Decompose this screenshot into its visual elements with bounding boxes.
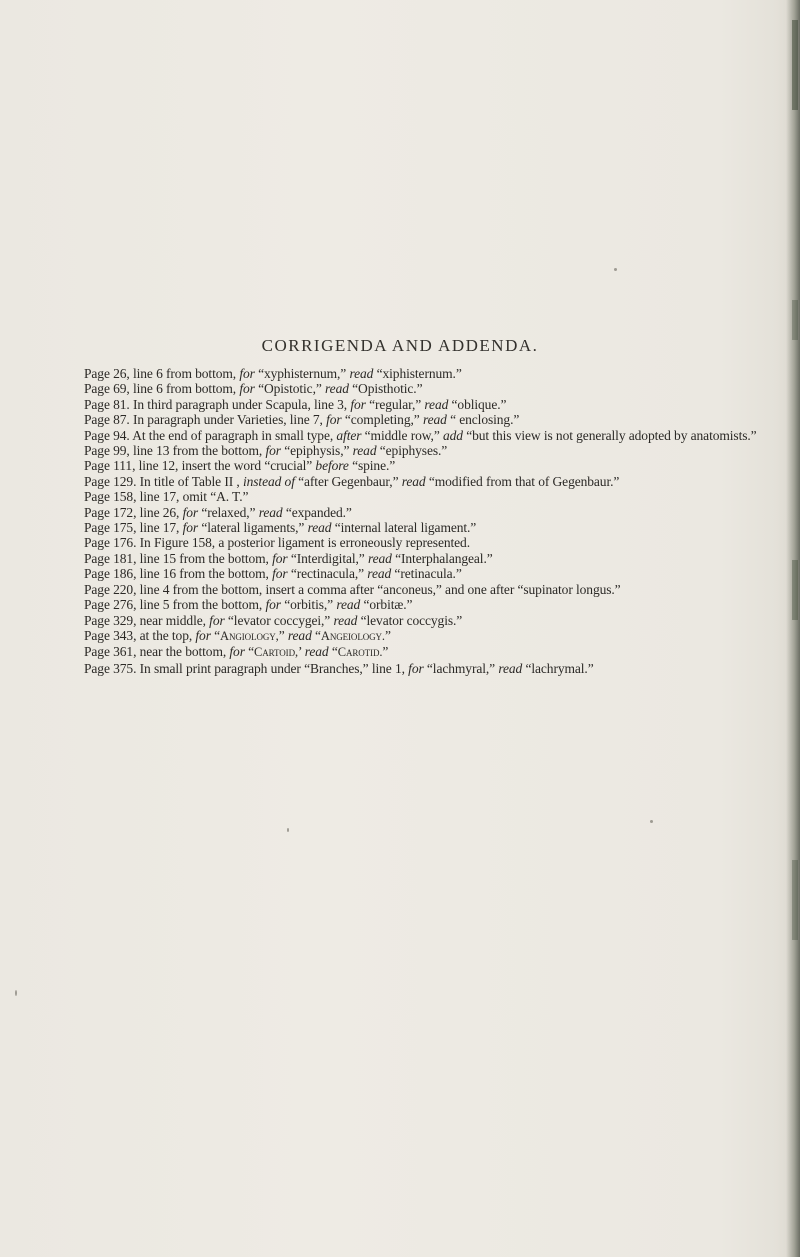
entry-text: “Opistotic,” (254, 381, 326, 397)
corrigendum-entry (66, 443, 766, 458)
entry-text: Page 158, line 17, omit “A. T.” (84, 489, 249, 505)
entry-text: Page 375. In small print paragraph under “Branches,” line 1, (84, 660, 409, 676)
entry-text: Page 69, line 6 from bottom, (84, 381, 240, 397)
instruction-word: read (307, 520, 332, 536)
entry-text: “ (328, 644, 338, 660)
corrigenda-list (66, 366, 766, 676)
corrigendum-entry (66, 661, 766, 676)
entry-text: ” (382, 644, 389, 660)
entry-text: “xyphisternum,” (254, 366, 350, 381)
entry-text: “lachmyral,” (423, 660, 499, 676)
instruction-word: read (352, 443, 377, 459)
edge-stain (792, 300, 798, 340)
entry-text: “levator coccygei,” (224, 612, 334, 628)
instruction-word: for (272, 550, 288, 566)
entry-text: “relaxed,” (198, 504, 259, 520)
entry-text: Page 361, near the bottom, (84, 644, 230, 660)
entry-text: “rectinacula,” (287, 566, 368, 582)
entry-text: Page 172, line 26, (84, 504, 183, 520)
corrigendum-entry (66, 613, 766, 628)
edge-stain (792, 860, 798, 940)
entry-text: “but this view is not generally adopted by anatomists.” (462, 427, 757, 443)
entry-text: Page 87. In paragraph under Varieties, line 7, (84, 412, 327, 428)
entry-text: “Interdigital,” (287, 550, 368, 566)
entry-text: “ (244, 644, 255, 660)
corrigendum-entry (66, 505, 766, 520)
entry-text: “Opisthotic.” (348, 381, 423, 397)
instruction-word: before (315, 458, 349, 474)
instruction-word: read (422, 412, 447, 428)
instruction-word: for (326, 412, 342, 428)
entry-text: Page 129. In title of Table II , (84, 473, 243, 489)
corrigendum-entry (66, 582, 766, 597)
entry-text: “middle row,” (361, 427, 443, 443)
instruction-word: for (265, 597, 281, 613)
entry-text: Page 111, line 12, insert the word “crucial” (84, 458, 316, 474)
entry-text: Page 81. In third paragraph under Scapula, line 3, (84, 396, 351, 412)
instruction-word: for (272, 566, 288, 582)
entry-text: “internal lateral ligament.” (331, 520, 477, 536)
entry-text: ’ (298, 644, 305, 660)
instruction-word: for (229, 644, 245, 660)
instruction-word: read (498, 660, 523, 676)
instruction-word: read (349, 366, 374, 381)
instruction-word: for (209, 612, 225, 628)
entry-text: Page 186, line 16 from the bottom, (84, 566, 273, 582)
entry-text: Page 276, line 5 from the bottom, (84, 597, 266, 613)
instruction-word: add (443, 427, 463, 443)
entry-text: “lachrymal.” (522, 660, 594, 676)
entry-text: Page 175, line 17, (84, 520, 183, 536)
entry-text: “ (311, 627, 321, 643)
paper-speck (614, 268, 617, 271)
instruction-word: read (258, 504, 283, 520)
corrigendum-entry (66, 551, 766, 566)
entry-text: Angeiology. (320, 628, 385, 643)
page-title: CORRIGENDA AND ADDENDA. (261, 336, 539, 355)
paper-speck (287, 828, 289, 832)
corrigendum-entry (66, 644, 766, 660)
corrigendum-entry (66, 412, 766, 427)
corrigendum-entry (66, 428, 766, 443)
instruction-word: read (401, 473, 426, 489)
paper-speck (650, 820, 653, 823)
entry-text: “lateral ligaments,” (198, 520, 308, 536)
entry-text: Angiology, (220, 628, 279, 643)
page-edge-shadow (786, 0, 800, 1257)
entry-text: “after Gegenbaur,” (294, 473, 402, 489)
entry-text: “epiphysis,” (280, 443, 353, 459)
instruction-word: read (287, 627, 312, 643)
entry-text: “ enclosing.” (446, 412, 520, 428)
entry-text: Page 99, line 13 from the bottom, (84, 443, 266, 459)
instruction-word: read (333, 612, 358, 628)
entry-text: Page 343, at the top, (84, 627, 196, 643)
entry-text: “ (210, 627, 221, 643)
instruction-word: instead of (242, 473, 295, 489)
entry-text: “regular,” (365, 396, 425, 412)
entry-text: “orbitis,” (280, 597, 337, 613)
instruction-word: read (367, 566, 392, 582)
entry-text: ” (384, 627, 391, 643)
entry-text: “xiphisternum.” (373, 366, 462, 381)
corrigendum-entry (66, 489, 766, 504)
edge-stain (792, 20, 798, 110)
instruction-word: for (408, 660, 424, 676)
entry-text: Page 26, line 6 from bottom, (84, 366, 240, 381)
entry-text: “completing,” (341, 412, 423, 428)
instruction-word: read (325, 381, 349, 397)
entry-text: Page 329, near middle, (84, 612, 210, 628)
entry-text: Page 176. In Figure 158, a posterior ligament is erroneously represented. (84, 535, 470, 551)
entry-text: “orbitæ.” (360, 597, 413, 613)
instruction-word: for (239, 366, 255, 381)
entry-text: “oblique.” (448, 396, 507, 412)
instruction-word: for (265, 443, 281, 459)
instruction-word: read (336, 597, 361, 613)
corrigendum-entry (66, 397, 766, 412)
entry-text: “modified from that of Gegenbaur.” (425, 473, 620, 489)
paper-speck (15, 990, 17, 996)
corrigendum-entry (66, 474, 766, 489)
entry-text: “Interphalangeal.” (391, 550, 493, 566)
corrigendum-entry (66, 458, 766, 473)
instruction-word: for (195, 627, 211, 643)
entry-text: Cartoid, (254, 645, 299, 660)
instruction-word: read (424, 396, 449, 412)
edge-stain (792, 560, 798, 620)
instruction-word: for (350, 396, 366, 412)
entry-text: Page 94. At the end of paragraph in small type, (84, 427, 337, 443)
corrigendum-entry (66, 628, 766, 644)
corrigendum-entry (66, 366, 766, 381)
corrigendum-entry (66, 535, 766, 550)
entry-text: “epiphyses.” (376, 443, 448, 459)
entry-text: Carotid. (337, 645, 383, 660)
entry-text: “spine.” (348, 458, 396, 474)
instruction-word: read (304, 644, 329, 660)
instruction-word: for (182, 520, 199, 536)
corrigendum-entry (66, 597, 766, 612)
instruction-word: after (336, 427, 362, 443)
entry-text: Page 181, line 15 from the bottom, (84, 550, 273, 566)
instruction-word: read (367, 550, 392, 566)
entry-text: “expanded.” (282, 504, 352, 520)
instruction-word: for (239, 381, 255, 397)
corrigendum-entry (66, 520, 766, 535)
entry-text: Page 220, line 4 from the bottom, insert a comma after “anconeus,” and one after “supinator longus.” (84, 581, 621, 597)
corrigendum-entry (66, 566, 766, 581)
entry-text: “retinacula.” (391, 566, 462, 582)
instruction-word: for (182, 504, 199, 520)
corrigendum-entry (66, 381, 766, 396)
entry-text: ” (278, 627, 288, 643)
entry-text: “levator coccygis.” (357, 612, 463, 628)
